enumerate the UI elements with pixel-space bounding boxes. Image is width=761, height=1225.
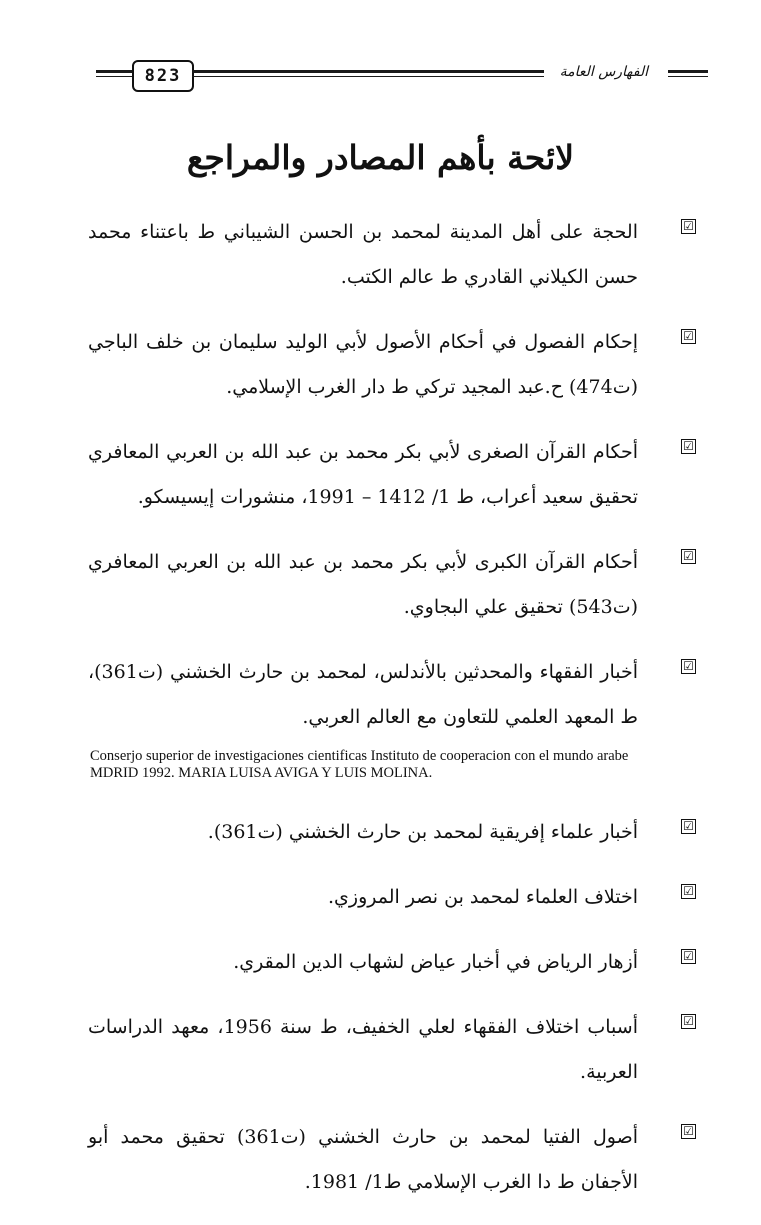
- checkbox-icon: ☑: [681, 219, 696, 234]
- header-rule-left-top: [96, 70, 132, 73]
- list-item: [88, 940, 694, 985]
- checkbox-icon: ☑: [681, 329, 696, 344]
- entry-text: إحكام الفصول في أحكام الأصول لأبي الوليد سليمان بن خلف الباجي (ت474) ح.عبد المجيد تركي ط دار الغرب الإسلامي.: [88, 331, 638, 398]
- latin-note: Conserjo superior de investigaciones cientificas Instituto de cooperacion con el mundo arabe MDRID 1992. MARIA LUISA AVIGA Y LUIS MOLINA.: [90, 748, 629, 781]
- header-rule-main-top: [192, 70, 544, 73]
- page-number: 823: [132, 60, 194, 92]
- checkbox-icon: ☑: [681, 659, 696, 674]
- entry-text: الحجة على أهل المدينة لمحمد بن الحسن الشيباني ط باعتناء محمد حسن الكيلاني القادري ط عالم الكتب.: [88, 221, 638, 288]
- list-item: [88, 875, 694, 920]
- header-rule-left-bottom: [96, 76, 132, 77]
- list-item: [88, 650, 694, 740]
- checkbox-icon: ☑: [681, 1124, 696, 1139]
- header-rule-right-top: [668, 70, 708, 73]
- list-item: [88, 1005, 694, 1095]
- entry-text: أخبار علماء إفريقية لمحمد بن حارث الخشني (ت361).: [207, 821, 638, 843]
- bibliography-list: [88, 210, 694, 1225]
- entry-text: اختلاف العلماء لمحمد بن نصر المروزي.: [327, 886, 638, 908]
- running-title: الفهارس العامة: [559, 64, 648, 80]
- checkbox-icon: ☑: [681, 439, 696, 454]
- list-item: [88, 210, 694, 300]
- entry-text: أسباب اختلاف الفقهاء لعلي الخفيف، ط سنة 1956، معهد الدراسات العربية.: [88, 1016, 638, 1083]
- checkbox-icon: ☑: [681, 1014, 696, 1029]
- page-title: لائحة بأهم المصادر والمراجع: [186, 138, 575, 177]
- header-rule-main-bottom: [192, 76, 544, 77]
- list-item: [88, 540, 694, 630]
- list-item: [88, 1115, 694, 1205]
- checkbox-icon: ☑: [681, 949, 696, 964]
- checkbox-icon: ☑: [681, 549, 696, 564]
- entry-text: أزهار الرياض في أخبار عياض لشهاب الدين المقري.: [233, 951, 638, 973]
- entry-text: أخبار الفقهاء والمحدثين بالأندلس، لمحمد بن حارث الخشني (ت361)، ط المعهد العلمي للتعاون مع العالم العربي.: [88, 661, 638, 728]
- header-rule-right-bottom: [668, 76, 708, 77]
- entry-text: أصول الفتيا لمحمد بن حارث الخشني (ت361) تحقيق محمد أبو الأجفان ط دا الغرب الإسلامي ط1/ 1981.: [88, 1126, 639, 1193]
- entry-text: أحكام القرآن الكبرى لأبي بكر محمد بن عبد الله بن العربي المعافري (ت543) تحقيق علي البجاوي.: [88, 551, 638, 618]
- checkbox-icon: ☑: [681, 819, 696, 834]
- list-item: [88, 320, 694, 410]
- list-item: [88, 430, 694, 520]
- page-header: [96, 58, 708, 92]
- entry-text: أحكام القرآن الصغرى لأبي بكر محمد بن عبد الله بن العربي المعافري تحقيق سعيد أعراب، ط 1/ 1412 – 1991، منشورات إيسيسكو.: [88, 441, 638, 508]
- checkbox-icon: ☑: [681, 884, 696, 899]
- list-item: [88, 810, 694, 855]
